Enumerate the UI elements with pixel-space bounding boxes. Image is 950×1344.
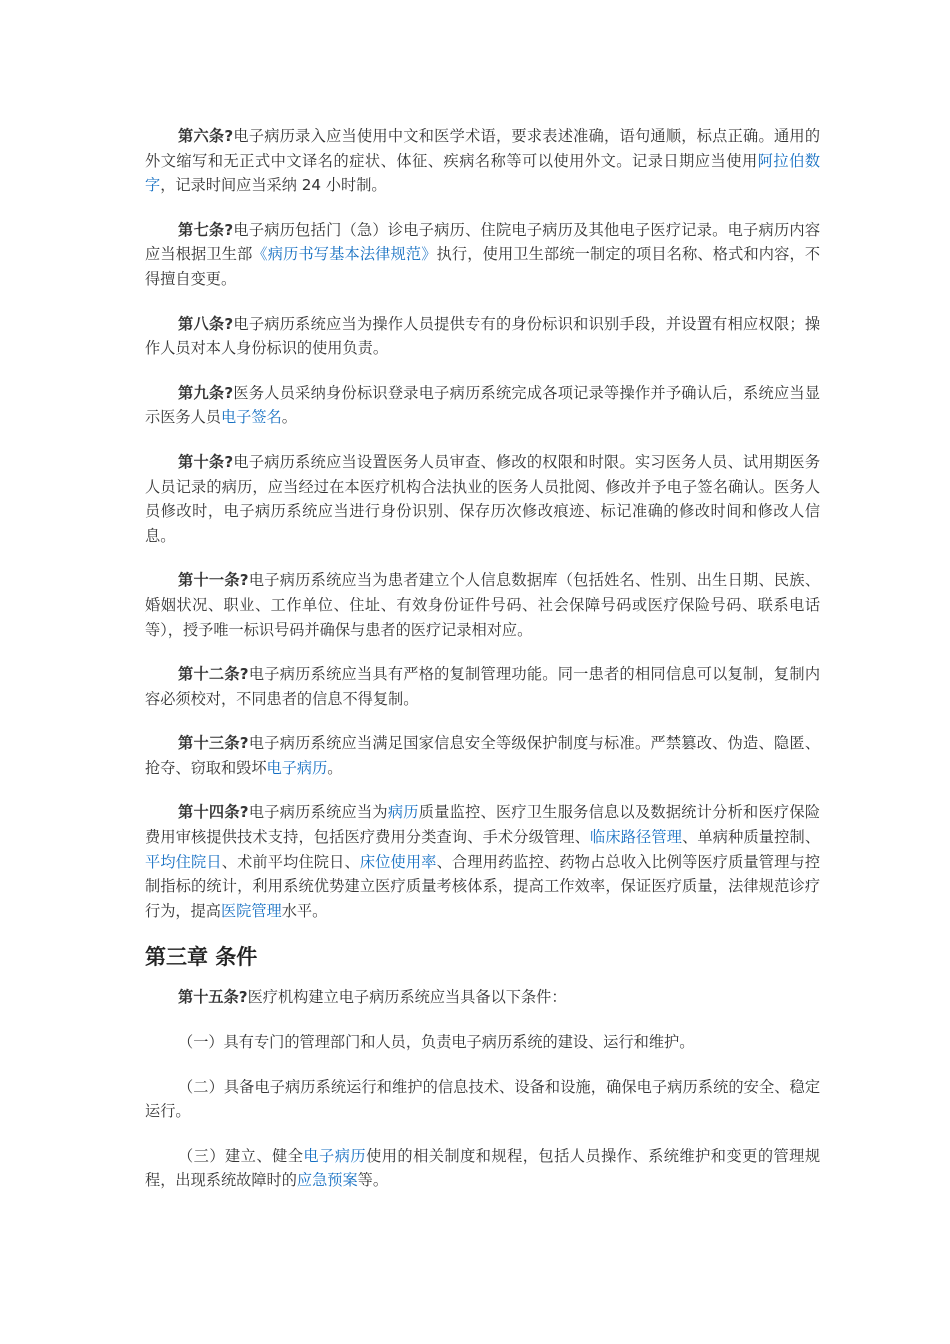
- article-15-label: 第十五条?: [178, 988, 248, 1007]
- article-13-paragraph: [145, 731, 820, 780]
- article-8-paragraph: [145, 312, 820, 361]
- article-6-text: 电子病历录入应当使用中文和医学术语，要求表述准确，语句通顺，标点正确。通用的外文缩写和无正式中文译名的症状、体征、疾病名称等可以使用外文。记录日期应当使用: [145, 127, 821, 170]
- link-electronic-signature[interactable]: 电子签名: [220, 408, 282, 427]
- condition-3-text-2: 使用的相关制度和规程，包括人员操作、系统维护和变更的管理规程，出现系统故障时的: [145, 1146, 821, 1190]
- article-9-text-end: 。: [281, 408, 297, 427]
- condition-2-paragraph: [145, 1075, 820, 1124]
- article-6-paragraph: [145, 124, 820, 198]
- link-medical-record[interactable]: 病历: [387, 803, 419, 822]
- article-15-paragraph: [145, 985, 820, 1010]
- condition-2-text: （二）具备电子病历系统运行和维护的信息技术、设备和设施，确保电子病历系统的安全、稳定运行。: [145, 1077, 820, 1121]
- article-7-paragraph: [145, 218, 820, 292]
- article-10-text: 电子病历系统应当设置医务人员审查、修改的权限和时限。实习医务人员、试用期医务人员记录的病历，应当经过在本医疗机构合法执业的医务人员批阅、修改并予电子签名确认。医务人员修改时，电子病历系统应当进行身份识别、保存历次修改痕迹、标记准确的修改时间和修改人信息。: [145, 452, 821, 545]
- link-average-hospital-stay[interactable]: 平均住院日: [145, 852, 222, 871]
- condition-1-paragraph: [145, 1030, 820, 1055]
- article-14-label: 第十四条?: [178, 803, 249, 822]
- link-bed-occupancy-rate[interactable]: 床位使用率: [359, 852, 437, 871]
- article-13-text-end: 。: [327, 758, 343, 777]
- link-emergency-plan[interactable]: 应急预案: [296, 1171, 358, 1190]
- article-8-label: 第八条?: [178, 314, 234, 333]
- article-9-label: 第九条?: [178, 383, 234, 402]
- chapter-heading: 第三章 条件: [145, 945, 258, 970]
- link-hospital-management[interactable]: 医院管理: [220, 901, 282, 920]
- article-13-text: 电子病历系统应当满足国家信息安全等级保护制度与标准。严禁篡改、伪造、隐匿、抢夺、窃取和毁坏: [145, 734, 821, 777]
- condition-3-text-end: 等。: [357, 1171, 388, 1190]
- article-12-paragraph: [145, 662, 820, 711]
- article-14-text-end: 水平。: [281, 901, 328, 920]
- link-electronic-medical-record[interactable]: 电子病历: [266, 758, 328, 777]
- article-11-label: 第十一条?: [178, 571, 249, 590]
- article-14-text-3: 、单病种质量控制、: [682, 828, 821, 847]
- article-14-text: 电子病历系统应当为: [248, 803, 388, 822]
- article-13-label: 第十三条?: [178, 734, 249, 753]
- link-electronic-medical-record-2[interactable]: 电子病历: [303, 1146, 367, 1165]
- article-7-text-end: 执行，使用卫生部统一制定的项目名称、格式和内容，不得擅自变更。: [145, 245, 821, 288]
- article-10-label: 第十条?: [178, 452, 234, 471]
- article-12-text: 电子病历系统应当具有严格的复制管理功能。同一患者的相同信息可以复制，复制内容必须校对，不同患者的信息不得复制。: [145, 665, 821, 708]
- article-14-paragraph: [145, 800, 820, 923]
- article-12-label: 第十二条?: [178, 665, 249, 684]
- article-15-text: 医疗机构建立电子病历系统应当具备以下条件：: [247, 988, 567, 1007]
- article-11-text: 电子病历系统应当为患者建立个人信息数据库（包括姓名、性别、出生日期、民族、婚姻状况、职业、工作单位、住址、有效身份证件号码、社会保障号码或医疗保险号码、联系电话等），授予唯一标识号码并确保与患者的医疗记录相对应。: [145, 571, 821, 639]
- article-8-text: 电子病历系统应当为操作人员提供专有的身份标识和识别手段，并设置有相应权限；操作人员对本人身份标识的使用负责。: [145, 314, 821, 358]
- condition-1-text: （一）具有专门的管理部门和人员，负责电子病历系统的建设、运行和维护。: [178, 1033, 695, 1052]
- article-14-text-4: 、术前平均住院日、: [221, 852, 360, 871]
- article-6-label: 第六条?: [178, 127, 234, 145]
- article-14-text-2: 质量监控、医疗卫生服务信息以及数据统计分析和医疗保险费用审核提供技术支持，包括医疗费用分类查询、手术分级管理、: [145, 803, 821, 847]
- article-9-paragraph: [145, 381, 820, 430]
- document-content: [145, 124, 820, 1213]
- article-11-paragraph: [145, 568, 820, 642]
- link-medical-record-writing-standard[interactable]: 《病历书写基本法律规范》: [252, 245, 437, 264]
- article-14-text-5: 、合理用药监控、药物占总收入比例等医疗质量管理与控制指标的统计，利用系统优势建立医疗质量考核体系，提高工作效率，保证医疗质量，法律规范诊疗行为，提高: [145, 852, 821, 920]
- article-6-text-end: ，记录时间应当采纳 24 小时制。: [160, 176, 387, 195]
- article-7-label: 第七条?: [178, 220, 234, 239]
- link-arabic-numerals[interactable]: 阿拉伯数字: [145, 151, 821, 195]
- condition-3-text: （三）建立、健全: [178, 1146, 304, 1165]
- article-10-paragraph: [145, 450, 820, 548]
- article-9-text: 医务人员采纳身份标识登录电子病历系统完成各项记录等操作并予确认后，系统应当显示医务人员: [145, 383, 821, 427]
- condition-3-paragraph: [145, 1144, 820, 1193]
- article-7-text: 电子病历包括门（急）诊电子病历、住院电子病历及其他电子医疗记录。电子病历内容应当根据卫生部: [145, 220, 821, 264]
- link-clinical-pathway[interactable]: 临床路径管理: [590, 828, 683, 847]
